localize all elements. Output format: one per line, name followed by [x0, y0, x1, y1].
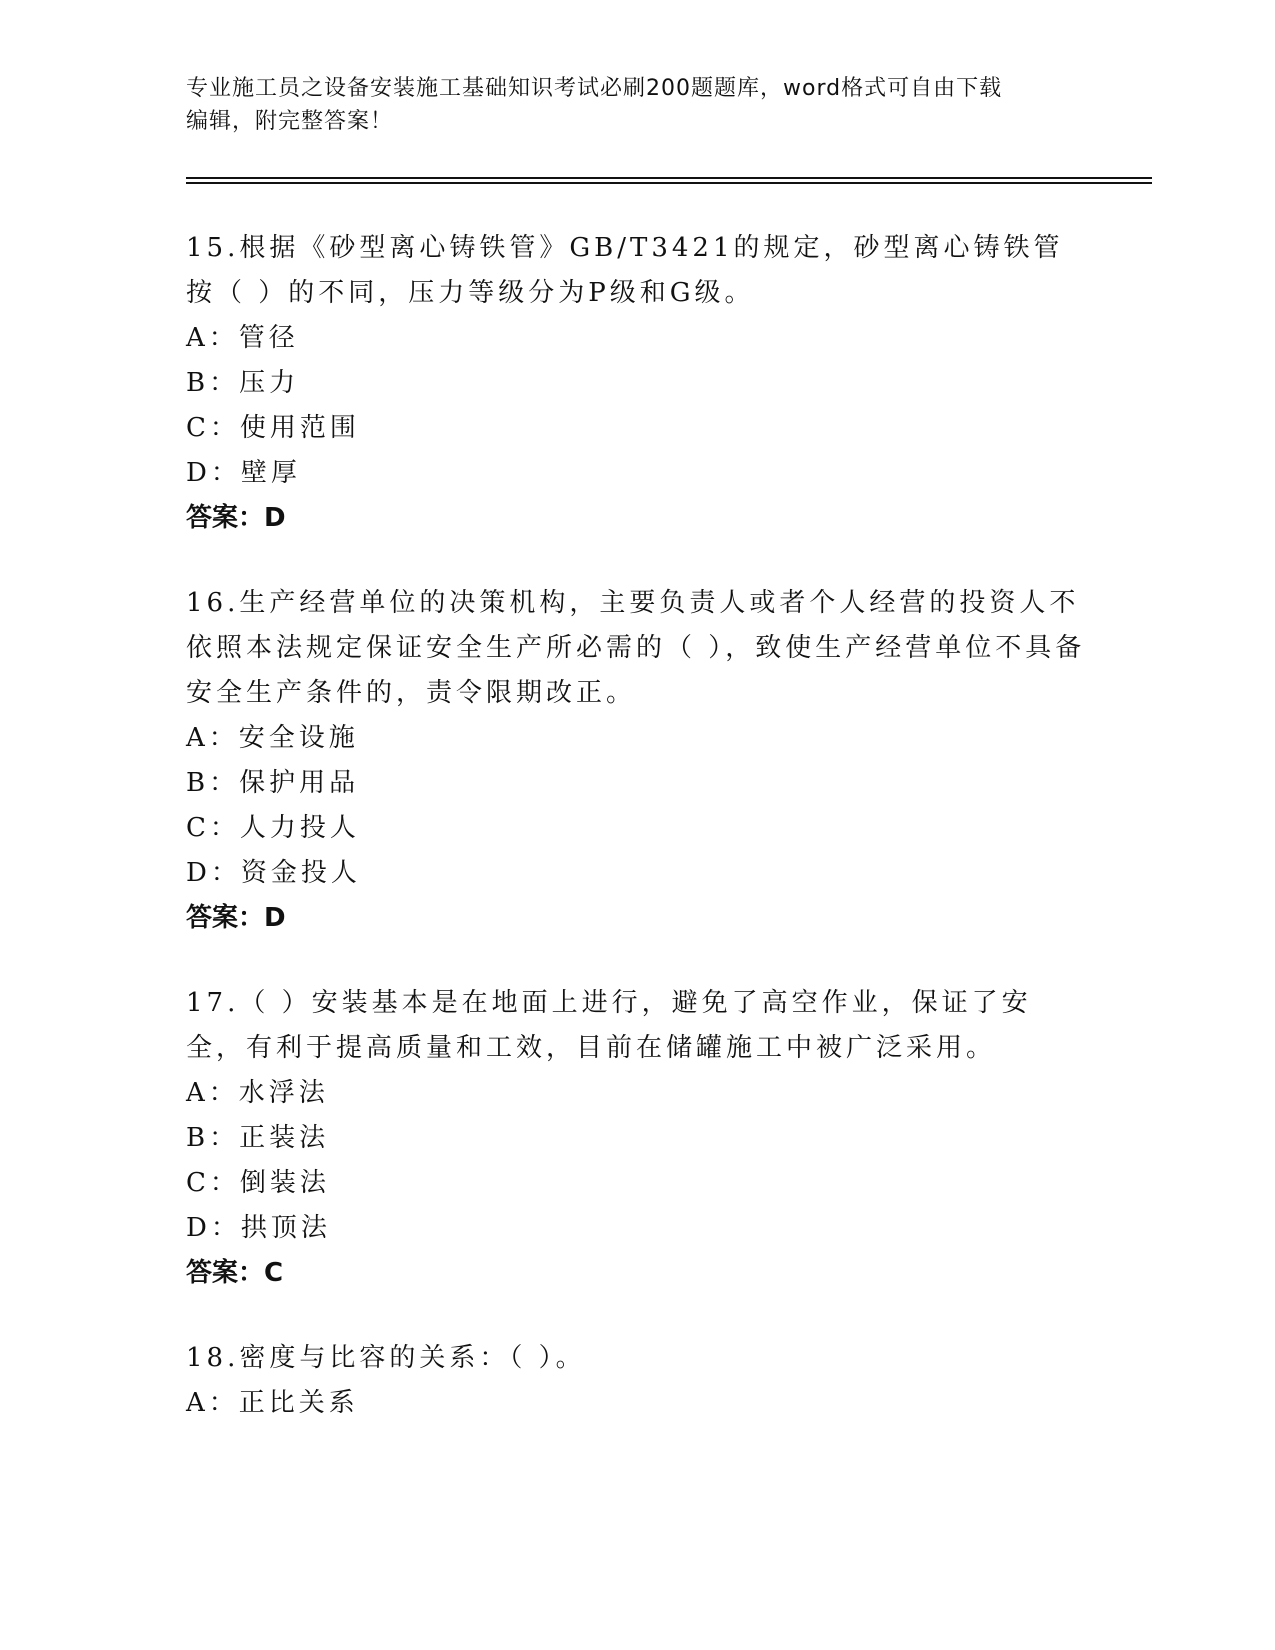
answer: 答案：C: [186, 1258, 284, 1288]
option-a: A：安全设施: [186, 723, 359, 753]
question-list: [186, 226, 1086, 1466]
option-b: B：正装法: [186, 1123, 330, 1153]
answer: 答案：D: [186, 903, 286, 933]
header-divider-top: [186, 177, 1152, 179]
option-a: A：正比关系: [186, 1388, 359, 1418]
answer: 答案：D: [186, 503, 286, 533]
header-divider-bottom: [186, 182, 1152, 184]
question-18: [186, 1336, 1086, 1426]
option-b: B：压力: [186, 368, 300, 398]
question-text: 17.（ ）安装基本是在地面上进行，避免了高空作业，保证了安全，有利于提高质量和工效，目前在储罐施工中被广泛采用。: [186, 988, 1032, 1063]
option-c: C：使用范围: [186, 413, 360, 443]
header-line-2: 编辑，附完整答案！: [186, 109, 394, 134]
question-text: 15.根据《砂型离心铸铁管》GB/T3421的规定，砂型离心铸铁管按（ ）的不同，压力等级分为P级和G级。: [186, 233, 1064, 308]
option-b: B：保护用品: [186, 768, 360, 798]
document-header: [186, 72, 1086, 138]
option-c: C：倒装法: [186, 1168, 330, 1198]
question-16: [186, 581, 1086, 941]
question-17: [186, 981, 1086, 1296]
question-text: 16.生产经营单位的决策机构，主要负责人或者个人经营的投资人不依照本法规定保证安全生产所必需的（ ），致使生产经营单位不具备安全生产条件的，责令限期改正。: [186, 588, 1086, 708]
option-a: A：管径: [186, 323, 299, 353]
option-a: A：水浮法: [186, 1078, 329, 1108]
question-text: 18.密度与比容的关系：（ ）。: [186, 1343, 586, 1373]
option-d: D：壁厚: [186, 458, 301, 488]
option-d: D：资金投人: [186, 858, 361, 888]
header-line-1: 专业施工员之设备安装施工基础知识考试必刷200题题库，word格式可自由下载: [186, 76, 1003, 101]
option-d: D：拱顶法: [186, 1213, 331, 1243]
option-c: C：人力投人: [186, 813, 360, 843]
question-15: [186, 226, 1086, 541]
